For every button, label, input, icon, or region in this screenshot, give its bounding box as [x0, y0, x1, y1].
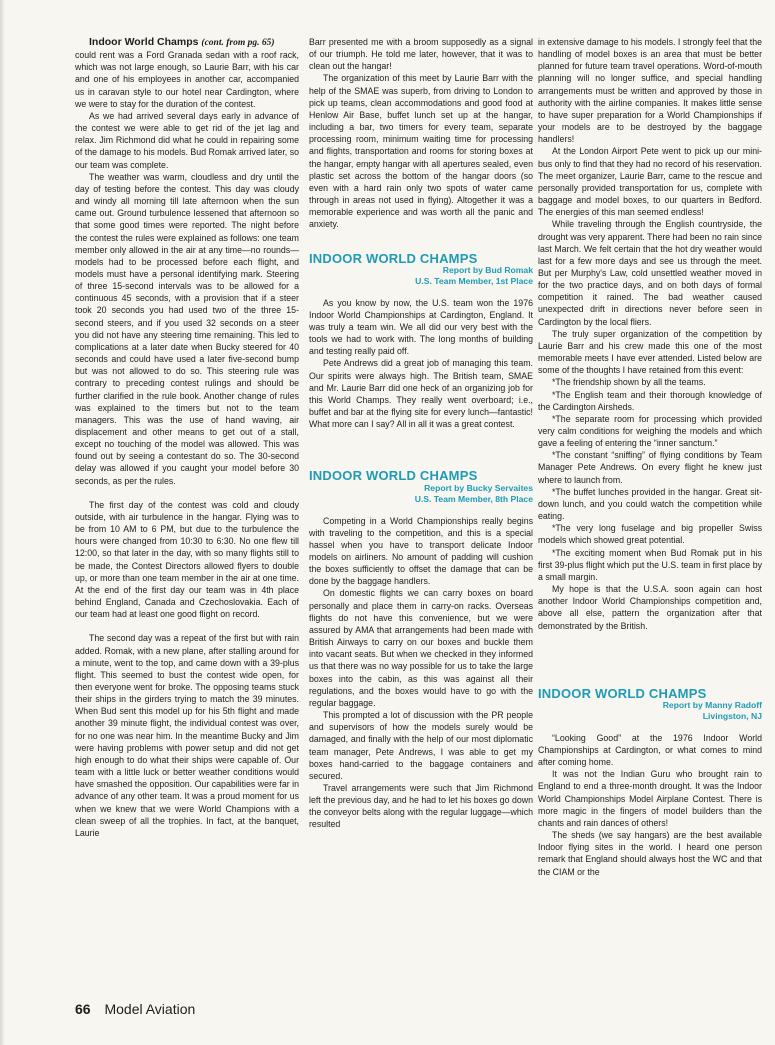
byline-role: Livingston, NJ: [702, 710, 762, 721]
paragraph: While traveling through the English countryside, the drought was very apparent. There had been no rain since last March. We felt certain that the hot dry weather would last for a few more days and see us through the meet. But per Murphy's Law, cold unsettled weather moved in for the two practice days, and on both days of formal competition it rained. The bad weather caused unexpected drift in directions never before seen in Cardington by the local fliers.: [538, 219, 762, 327]
list-item: *The buffet lunches provided in the hangar. Great sit-down lunch, and you could watch the competition while eating.: [538, 486, 762, 522]
publication-name: Model Aviation: [104, 1001, 196, 1017]
list-item: *The very long fuselage and big propeller Swiss models which showed great potential.: [538, 523, 762, 546]
byline: Report by Manny Radoff: [662, 699, 762, 710]
paragraph: Travel arrangements were such that Jim Richmond left the previous day, and he had to let his boxes go down the conveyor belts along with the regular luggage—which resulted: [309, 782, 533, 830]
section-heading: INDOOR WORLD CHAMPS: [309, 468, 478, 484]
column-3: [538, 36, 762, 878]
paragraph: Barr presented me with a broom supposedly as a signal of our triumph. He told me later, however, that it was to clean out the hangar!: [309, 37, 533, 72]
paragraph: The second day was a repeat of the first but with rain added. Romak, with a new plane, after stalling around for a minute, went to the top, and came down with a 39-plus flight. This seemed to bust the contest wide open, for then everyone went for broke. The opposing teams stuck their ships in the girders trying to match the 39 minutes. When Bud sent this model up for his 5th flight and made another 39 minute flight, the individual contest was over, for no one was near him. In the meantime Bucky and Jim were having problems with power setup and did not get high enough to do what their ships were capable of. Our team with a little luck or better weather conditions would have smashed the opposition. Our capabilities were far in advance of any other team. It was a proud moment for us when we knew that we were World Champions with a clean sweep of all the trophies. In fact, at the banquet, Laurie: [75, 633, 299, 838]
list-item: *The constant “sniffing” of flying conditions by Team Manager Pete Andrews. On every flight he knew just where to launch from.: [538, 450, 762, 485]
list-item: *The friendship shown by all the teams.: [552, 377, 706, 388]
section-radoff: [538, 685, 762, 722]
paragraph: “Looking Good” at the 1976 Indoor World Championships at Cardington, or what comes to mind after coming home.: [538, 732, 762, 768]
list-item: *The separate room for processing which provided very calm conditions for weighing the models and which gave a feeling of entering the “inner sanctum.”: [538, 413, 762, 449]
running-header: [75, 36, 299, 49]
paragraph: At the London Airport Pete went to pick up our mini-bus only to find that they had no record of his reservation. The meet organizer, Laurie Barr, came to the rescue and personally provided transportation for us, complete with baggage and model boxes, to our quarters in Bedford. The energies of this man seemed endless!: [538, 146, 762, 218]
byline-role: U.S. Team Member, 1st Place: [415, 275, 533, 286]
byline: Report by Bucky Servaites: [424, 482, 533, 493]
paragraph: in extensive damage to his models. I strongly feel that the handling of model boxes is an area that must be better planned for future team travel operations. Word-of-mouth planning will no longer suffice, and special handling arrangements must be written and approved by those in authority with the airline companies. It makes little sense to have super preparation for a World Championships if your models are to be destroyed by the baggage handlers!: [538, 37, 762, 145]
paragraph: As we had arrived several days early in advance of the contest we were able to get rid of the jet lag and relax. Jim Richmond did what he could in repairing some of the damage to his models. Bud Romak arrived later, so our team was complete.: [75, 110, 299, 170]
column-1: [75, 36, 299, 839]
paragraph: The truly super organization of the competition by Laurie Barr and his crew made this one of the most memorable meets I have ever attended. Listed below are some of the thoughts I have retained from this event:: [538, 328, 762, 376]
section-heading: INDOOR WORLD CHAMPS: [309, 250, 478, 266]
running-header-title: Indoor World Champs: [89, 36, 199, 48]
paragraph: The sheds (we say hangars) are the best available Indoor flying sites in the world. I heard one person remark that England should always host the WC and that the CIAM or the: [538, 830, 762, 877]
paragraph: Competing in a World Championships really begins with traveling to the competition, and this is a special hassel when you have to transport delicate Indoor models on airliners. No amount of padding will cushion the boxes sufficiently to offset the damage that can be done by the baggage handlers.: [309, 515, 533, 587]
column-2: [309, 36, 533, 831]
paragraph: The first day of the contest was cold and cloudy outside, with air turbulence in the hangar. Flying was to be from 10 AM to 6 PM, but due to the turbulence the hours were changed from 10:30 to 6:30. No one flew till 12:00, so that later in the day, with so many flights still to be made, the Contest Directors allowed flyers to double up, or more than one team member in the air at one time. At the end of the first day our team was in 4th place behind England, Canada and Czechoslovakia. Each of our team had at least one good flight on record.: [75, 499, 299, 620]
section-servaites: [309, 470, 533, 504]
paragraph: The weather was warm, cloudless and dry until the day of testing before the contest. This day was cloudy and windy all morning till late afternoon when the sun came out. Ground turbulence lessened that afternoon so that some good times were reported. The night before the contest the rules were explained as follows: one team member only allowed in the air at any time—no rounds—models had to be processed before each flight, and models must have a personal identifying mark. Steering of three 15-second intervals was to be allowed for a continuous 45 seconds, with a provision that if a steer took 20 seconds you had used two of the three 15-second steers, and if you used 32 seconds on a steer you did not have any steering time remaining. This led to complications at a later date when Bucky steered for 40 seconds and could have used a later five-second bump but was not allowed to do so. This steering rule was contrary to preceding contest rulings and should be further clarified in the rule book. Another change of rules was explained to the timers but not to the team managers. This was the use of hand waving, air displacement and other means to get out of a stall, except no touching of the model was allowed. This was found out by seeing a contestant do so. The 30-second delay was allowed if you caught your model before 30 seconds, as per the rules.: [75, 171, 299, 486]
thoughts-list: [538, 376, 762, 583]
paragraph: On domestic flights we can carry boxes on board personally and place them in carry-on racks. Overseas flights do not have this convenience, but we were assured by AMA that arrangements had been made with British Airways to carry on our boxes and buckle them into vacant seats. But when we checked in they informed us that there was no way possible for us to take the large boxes into the cabin, as this was against all their regulations, and the boxes would have to go with the regular baggage.: [309, 588, 533, 708]
paragraph: The organization of this meet by Laurie Barr with the help of the SMAE was superb, from driving to London to pick up teams, clean accommodations and good food at Henlow Air Base, buffet lunch set up at the hangar, including a bar, two timers for every team, separate processing room, minimum waiting time for processing and flights, transportation and rooms for storing boxes at the hangar, empty hangar with all apertures sealed, even plastic set across the bottom of the hangar doors (so even with a hard rain only two spots of water came through in areas not used in flying). Altogether it was a memorable experience and was worth all the panic and anxiety.: [309, 73, 533, 230]
byline: Report by Bud Romak: [442, 264, 533, 275]
page-number: 66: [75, 1001, 91, 1017]
section-heading: INDOOR WORLD CHAMPS: [538, 685, 707, 701]
continuation-note: (cont. from pg. 65): [201, 38, 275, 48]
section-romak: [309, 250, 533, 287]
list-item: *The English team and their thorough knowledge of the Cardington Airsheds.: [538, 389, 762, 412]
paragraph: This prompted a lot of discussion with the PR people and supervisors of how the models surely would be damaged, and finally with the help of our most diplomatic team manager, Pete Andrews, I was able to get my boxes hand-carried to the baggage containers and secured.: [309, 710, 533, 781]
paragraph: Pete Andrews did a great job of managing this team. Our spirits were always high. The British team, SMAE and Mr. Laurie Barr did one heck of an organizing job for this World Champs. They really went overboard; i.e., buffet and bar at the flying site for every lunch—fantastic! What more can I say? All in all it was a great contest.: [309, 358, 533, 430]
paragraph: could rent was a Ford Granada sedan with a roof rack, which was not large enough, so Laurie Barr, with his car and one of his employees in another car, accompanied us in caravan style to our hotel near Cardington, where we were to stay for the duration of the contest.: [75, 50, 299, 109]
list-item: *The exciting moment when Bud Romak put in his first 39-plus flight which put the U.S. team in first place by a small margin.: [538, 547, 762, 582]
paragraph: My hope is that the U.S.A. soon again can host another Indoor World Championships competition and, above all else, pattern the organization after that demonstrated by the British.: [538, 584, 762, 631]
paragraph: It was not the Indian Guru who brought rain to England to end a three-month drought. It was the Indoor World Championships Model Airplane Contest. There is more magic in the fingers of model builders than the chants and rain dances of others!: [538, 769, 762, 828]
paragraph: As you know by now, the U.S. team won the 1976 Indoor World Championships at Cardington, England. It was truly a team win. We all did our very best with the tools we had to work with. The long months of building and testing really paid off.: [309, 297, 533, 357]
page-footer: [75, 1001, 195, 1017]
byline-role: U.S. Team Member, 8th Place: [414, 493, 533, 504]
